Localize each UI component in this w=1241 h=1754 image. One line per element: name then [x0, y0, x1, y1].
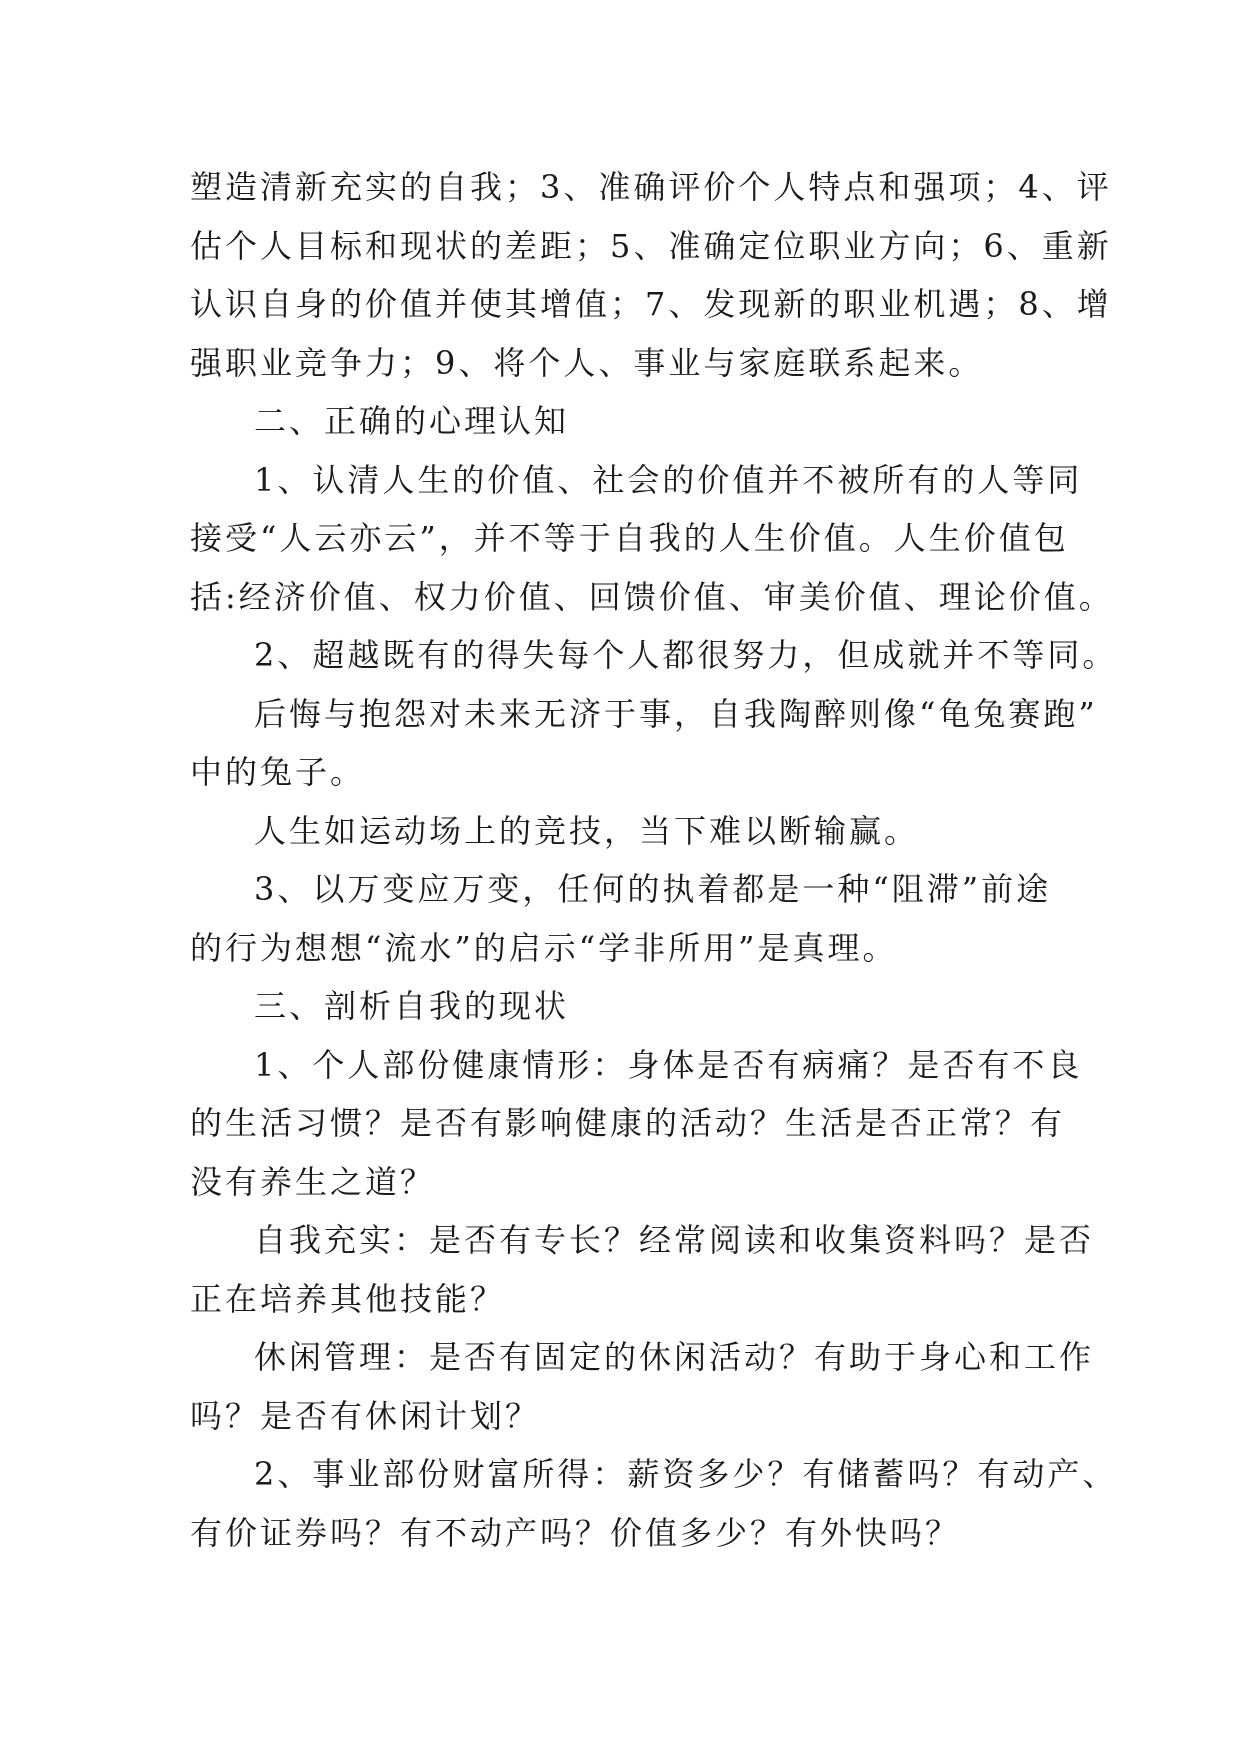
text-line: 自我充实：是否有专长？经常阅读和收集资料吗？是否 — [254, 1221, 1095, 1259]
text-line: 没有养生之道？ — [190, 1162, 436, 1201]
text-line: 认识自身的价值并使其增值；7、发现新的职业机遇；8、增 — [190, 285, 1112, 323]
section-heading: 三、剖析自我的现状 — [254, 987, 570, 1025]
text-line: 1、个人部份健康情形：身体是否有病痛？是否有不良 — [254, 1045, 1083, 1084]
text-line: 括:经济价值、权力价值、回馈价值、审美价值、理论价值。 — [190, 577, 1114, 616]
text-line: 2、超越既有的得失每个人都很努力，但成就并不等同。 — [254, 636, 1118, 674]
text-line: 塑造清新充实的自我；3、准确评价个人特点和强项；4、评 — [190, 168, 1112, 206]
text-line: 的生活习惯？是否有影响健康的活动？生活是否正常？有 — [190, 1104, 1066, 1142]
text-line: 吗？是否有休闲计划？ — [190, 1396, 541, 1435]
text-line: 2、事业部份财富所得：薪资多少？有储蓄吗？有动产、 — [254, 1455, 1118, 1493]
text-line: 强职业竞争力；9、将个人、事业与家庭联系起来。 — [190, 343, 984, 382]
text-line: 人生如运动场上的竞技，当下难以断输赢。 — [254, 811, 920, 850]
text-line: 1、认清人生的价值、社会的价值并不被所有的人等同 — [254, 460, 1083, 499]
text-line: 后悔与抱怨对未来无济于事，自我陶醉则像“龟兔赛跑” — [254, 694, 1098, 733]
text-line: 的行为想想“流水”的启示“学非所用”是真理。 — [190, 928, 898, 967]
section-heading: 二、正确的心理认知 — [254, 402, 570, 440]
text-line: 中的兔子。 — [190, 753, 366, 791]
text-line: 估个人目标和现状的差距；5、准确定位职业方向；6、重新 — [190, 226, 1112, 265]
text-line: 有价证券吗？有不动产吗？价值多少？有外快吗？ — [190, 1513, 961, 1552]
text-line: 正在培养其他技能？ — [190, 1279, 506, 1318]
body-text — [190, 158, 1118, 1562]
text-line: 接受“人云亦云”，并不等于自我的人生价值。人生价值包 — [190, 519, 1069, 557]
text-line: 休闲管理：是否有固定的休闲活动？有助于身心和工作 — [254, 1338, 1095, 1376]
text-line: 3、以万变应万变，任何的执着都是一种“阻滞”前途 — [254, 870, 1052, 908]
